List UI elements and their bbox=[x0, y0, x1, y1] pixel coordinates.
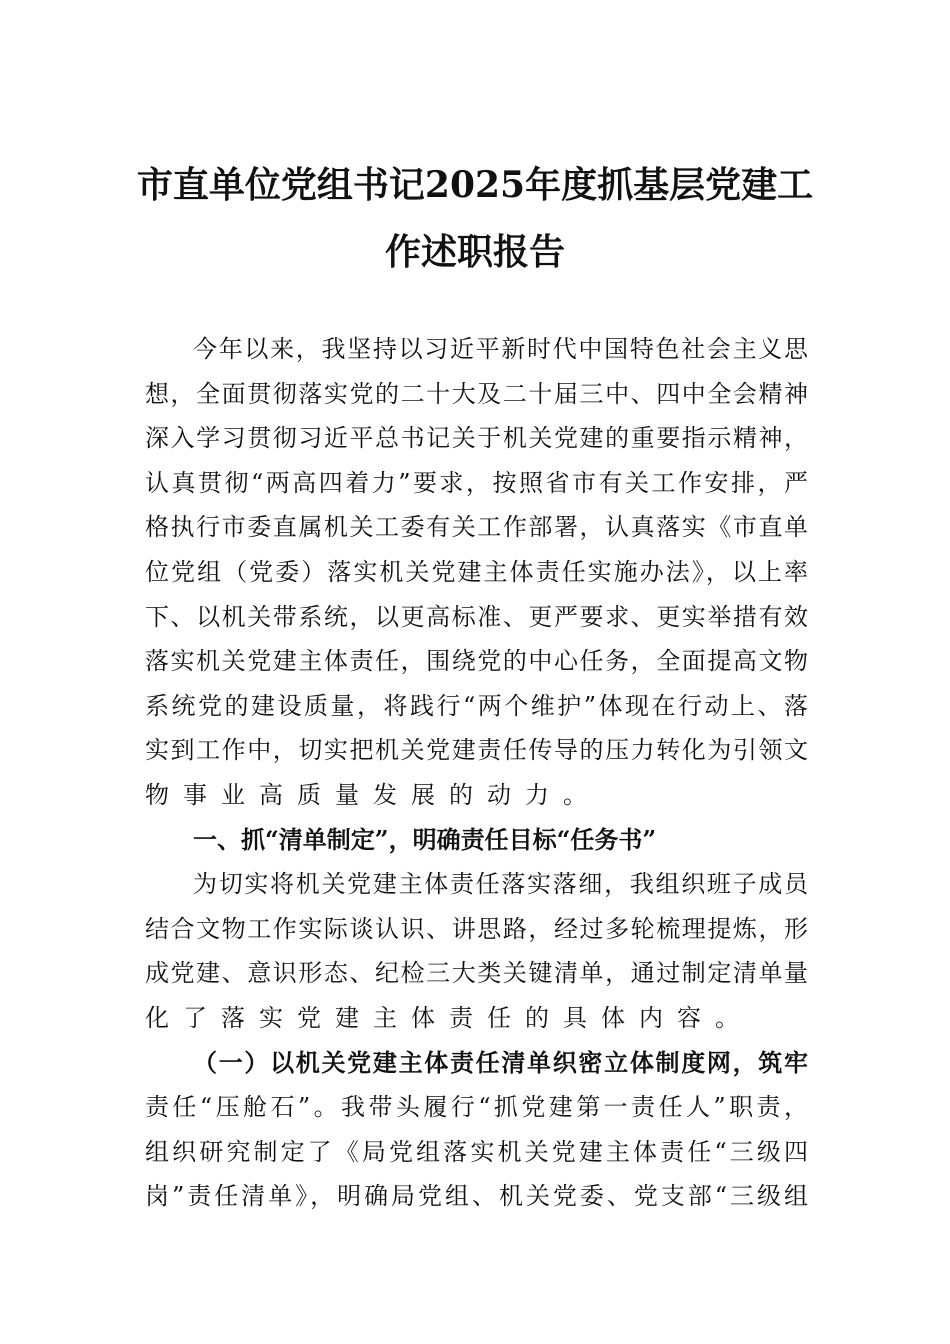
text-line: 为切实将机关党建主体责任落实落细，我组织班子成员 bbox=[193, 870, 808, 899]
text-line: 今年以来，我坚持以习近平新时代中国特色社会主义思 bbox=[193, 335, 808, 363]
text-line: 结合文物工作实际谈认识、讲思路，经过多轮梳理提炼，形 bbox=[145, 914, 808, 943]
text-line: 认真贯彻“两高四着力”要求，按照省市有关工作安排，严 bbox=[145, 468, 808, 497]
text-line: 化了落实党建主体责任的具体内容。 bbox=[145, 1003, 753, 1032]
text-line: 物事业高质量发展的动力。 bbox=[145, 780, 601, 809]
text-line: 深入学习贯彻习近平总书记关于机关党建的重要指示精神， bbox=[145, 424, 808, 453]
text-line: 想，全面贯彻落实党的二十大及二十届三中、四中全会精神 bbox=[145, 379, 808, 408]
document-title-line-2: 作述职报告 bbox=[384, 231, 565, 273]
text-line: 组织研究制定了《局党组落实机关党建主体责任“三级四 bbox=[145, 1137, 808, 1166]
text-line: 下、以机关带系统，以更高标准、更严要求、更实举措有效 bbox=[145, 602, 808, 631]
text-line: 成党建、意识形态、纪检三大类关键清单，通过制定清单量 bbox=[145, 959, 808, 988]
section-heading bbox=[145, 818, 808, 863]
body-paragraph bbox=[145, 327, 808, 818]
text-line: 位党组（党委）落实机关党建主体责任实施办法》，以上率 bbox=[145, 557, 808, 586]
text-line: 格执行市委直属机关工委有关工作部署，认真落实《市直单 bbox=[145, 513, 808, 542]
body-paragraph bbox=[145, 862, 808, 1040]
document-body bbox=[145, 327, 808, 1219]
text-line: 一、抓“清单制定”，明确责任目标“任务书” bbox=[193, 824, 657, 854]
text-line: 责任“压舱石”。我带头履行“抓党建第一责任人”职责， bbox=[145, 1093, 808, 1122]
document-title-line-1: 市直单位党组书记2025年度抓基层党建工 bbox=[136, 164, 814, 206]
text-line: 落实机关党建主体责任，围绕党的中心任务，全面提高文物 bbox=[145, 647, 808, 676]
text-line: 实到工作中，切实把机关党建责任传导的压力转化为引领文 bbox=[145, 736, 808, 765]
text-line: 系统党的建设质量，将践行“两个维护”体现在行动上、落 bbox=[145, 691, 808, 720]
text-line: 岗”责任清单》，明确局党组、机关党委、党支部“三级组 bbox=[145, 1182, 808, 1211]
text-line: （一）以机关党建主体责任清单织密立体制度网，筑牢 bbox=[193, 1047, 808, 1077]
subsection-paragraph bbox=[145, 1041, 808, 1219]
